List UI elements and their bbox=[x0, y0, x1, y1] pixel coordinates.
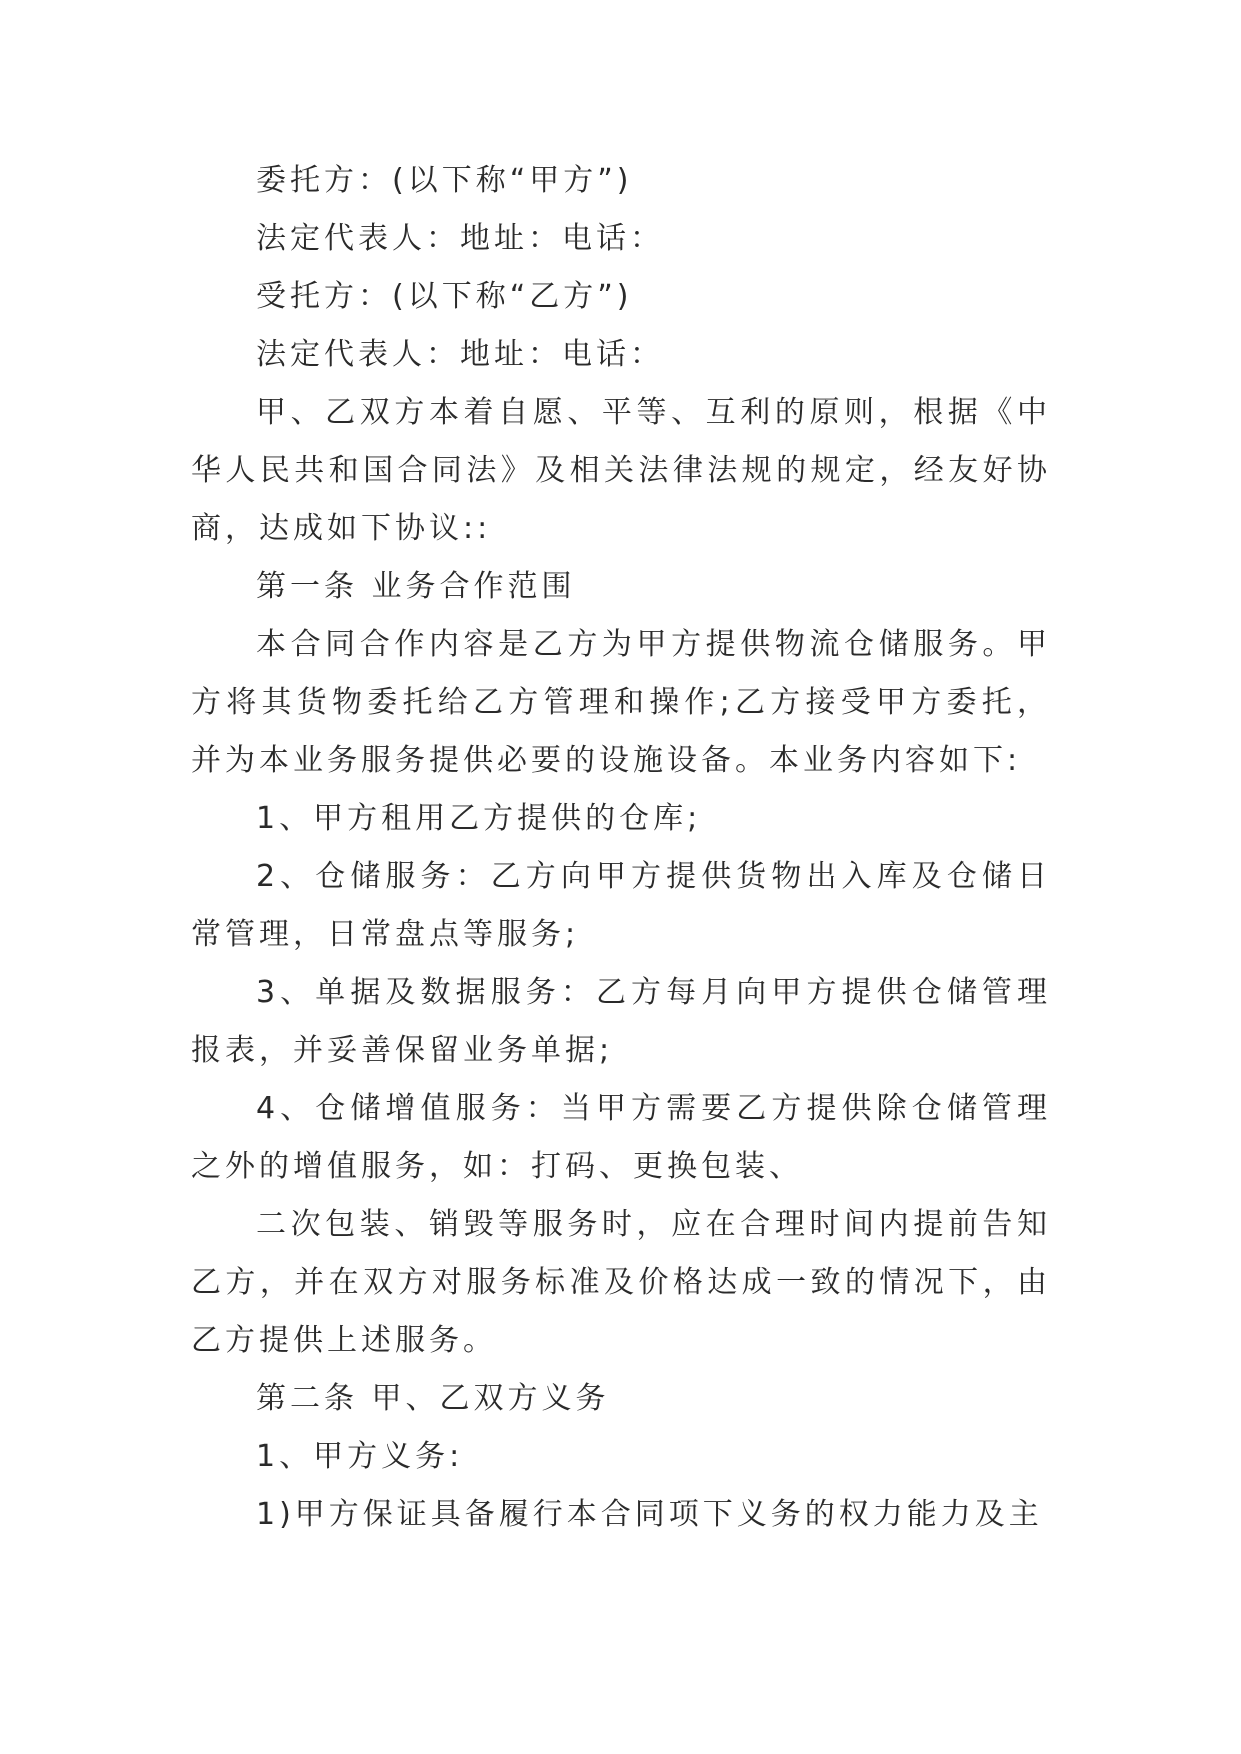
client-representative-line: 法定代表人：地址：电话： bbox=[256, 221, 664, 256]
scope-item-3: 3、单据及数据服务：乙方每月向甲方提供仓储管理报表，并妥善保留业务单据; bbox=[191, 975, 1051, 1068]
article-2-heading: 第二条 甲、乙双方义务 bbox=[256, 1381, 610, 1416]
scope-item-4-continued: 二次包装、销毁等服务时，应在合理时间内提前告知乙方，并在双方对服务标准及价格达成一致的情况下，由乙方提供上述服务。 bbox=[191, 1207, 1051, 1358]
client-obligations-heading: 1、甲方义务: bbox=[256, 1439, 464, 1474]
article-1-scope-paragraph: 本合同合作内容是乙方为甲方提供物流仓储服务。甲方将其货物委托给乙方管理和操作;乙方接受甲方委托，并为本业务服务提供必要的设施设备。本业务内容如下: bbox=[191, 627, 1051, 778]
client-obligation-1: 1)甲方保证具备履行本合同项下义务的权力能力及主 bbox=[256, 1497, 1043, 1532]
scope-item-4: 4、仓储增值服务：当甲方需要乙方提供除仓储管理之外的增值服务，如：打码、更换包装、 bbox=[191, 1091, 1051, 1184]
scope-item-1: 1、甲方租用乙方提供的仓库; bbox=[256, 801, 702, 836]
contractor-representative-line: 法定代表人：地址：电话： bbox=[256, 337, 664, 372]
contractor-party-line: 受托方：(以下称“乙方”) bbox=[256, 279, 633, 314]
client-party-line: 委托方：(以下称“甲方”) bbox=[256, 163, 633, 198]
document-body bbox=[191, 152, 1051, 1544]
article-1-heading: 第一条 业务合作范围 bbox=[256, 569, 576, 604]
scope-item-2: 2、仓储服务：乙方向甲方提供货物出入库及仓储日常管理，日常盘点等服务; bbox=[191, 859, 1051, 952]
preamble-paragraph: 甲、乙双方本着自愿、平等、互利的原则，根据《中华人民共和国合同法》及相关法律法规的规定，经友好协商，达成如下协议:: bbox=[191, 395, 1051, 546]
